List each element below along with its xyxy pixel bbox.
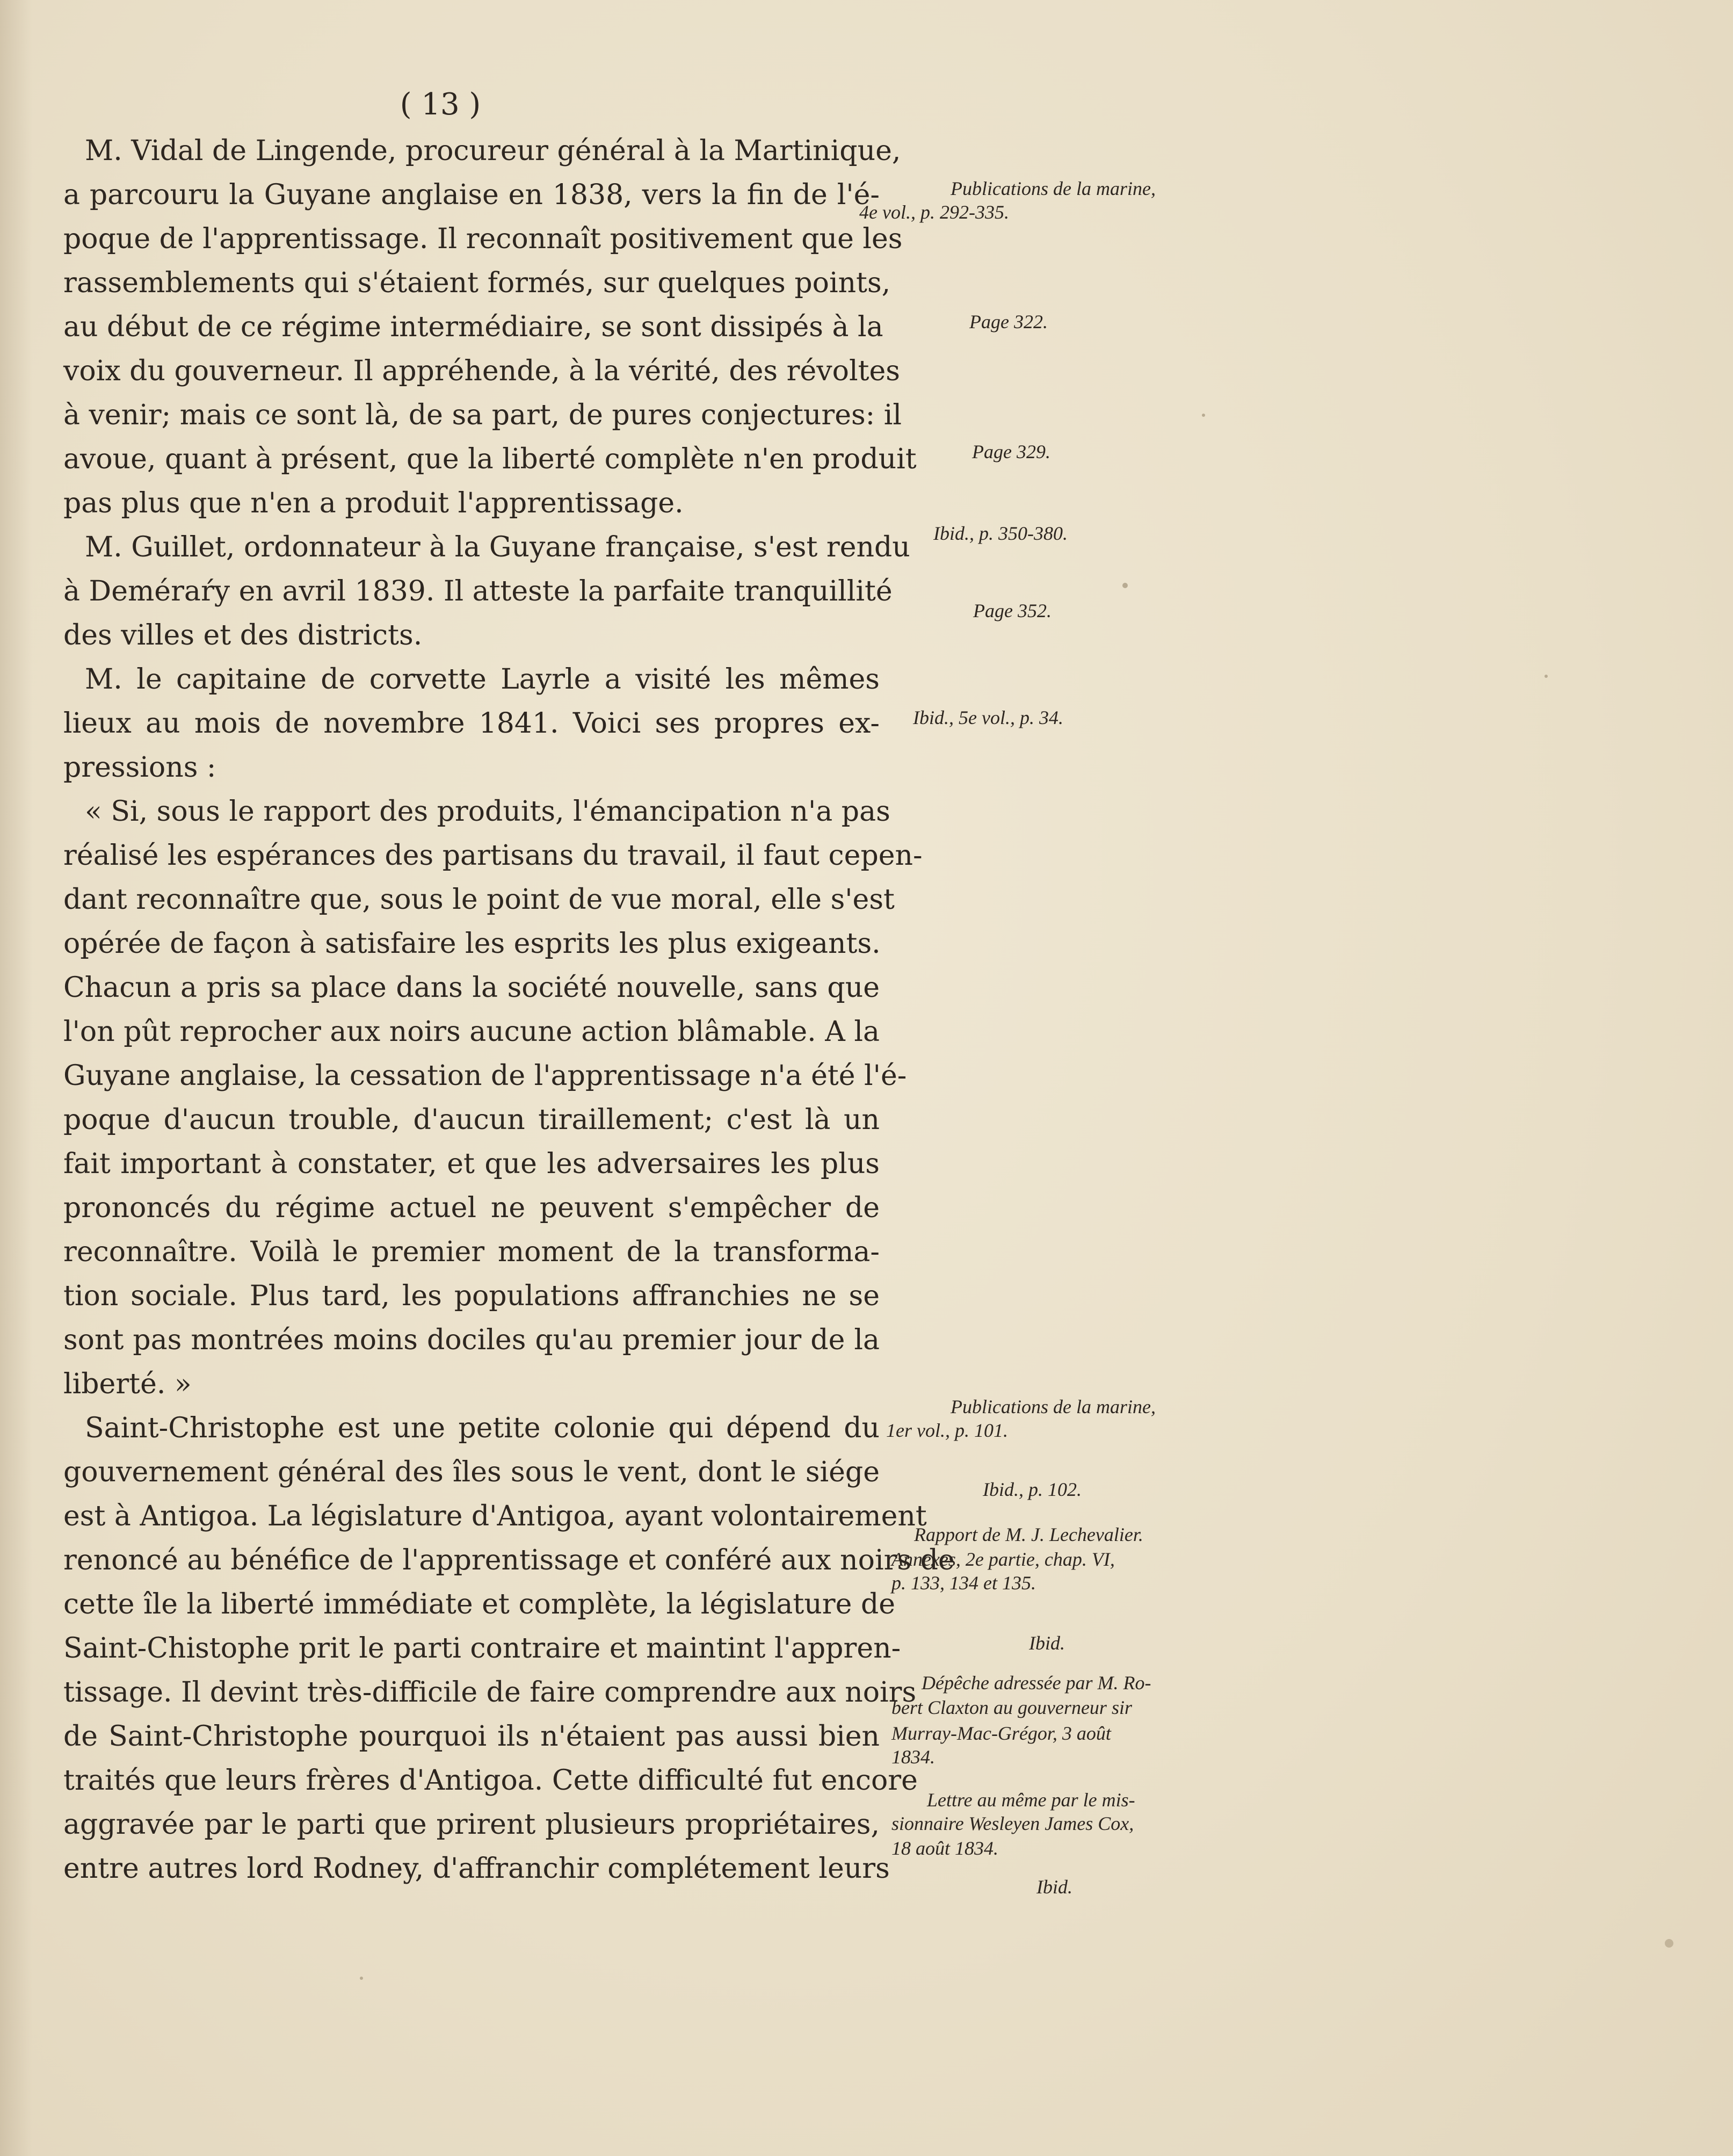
paper-speck (1122, 583, 1128, 588)
text-line: au début de ce régime intermédiaire, se sont dissipés à la (63, 311, 883, 343)
text-line: sont pas montrées moins dociles qu'au premier jour de la (63, 1324, 880, 1356)
text-line: Guyane anglaise, la cessation de l'apprentissage n'a été l'é- (63, 1060, 907, 1092)
text-line: traités que leurs frères d'Antigoa. Cette difficulté fut encore (63, 1764, 918, 1797)
text-line: pas plus que n'en a produit l'apprentissage. (63, 487, 684, 519)
text-line: opérée de façon à satisfaire les esprits les plus exigeants. (63, 928, 881, 960)
text-line: tion sociale. Plus tard, les populations affranchies ne se (63, 1280, 880, 1312)
paper-speck (1665, 1939, 1673, 1948)
text-line: « Si, sous le rapport des produits, l'émancipation n'a pas (85, 795, 890, 828)
text-line: Chacun a pris sa place dans la société nouvelle, sans que (63, 972, 880, 1004)
text-line: des villes et des districts. (63, 619, 423, 652)
margin-note: Page 322. (969, 311, 1048, 332)
text-line: cette île la liberté immédiate et complète, la législature de (63, 1588, 896, 1620)
text-line: réalisé les espérances des partisans du travail, il faut cepen- (63, 840, 923, 872)
text-line: prononcés du régime actuel ne peuvent s'empêcher de (63, 1192, 880, 1224)
margin-note: Lettre au même par le mis- (927, 1789, 1135, 1811)
text-line: M. Vidal de Lingende, procureur général à la Martinique, (85, 135, 901, 167)
text-line: l'on pût reprocher aux noirs aucune action blâmable. A la (63, 1016, 880, 1048)
text-line: liberté. » (63, 1368, 192, 1400)
text-line: Saint-Chistophe prit le parti contraire et maintint l'appren- (63, 1632, 901, 1665)
text-line: rassemblements qui s'étaient formés, sur quelques points, (63, 267, 891, 299)
margin-note: Ibid., p. 102. (983, 1479, 1082, 1500)
paper-speck (360, 1977, 363, 1980)
text-line: M. le capitaine de corvette Layrle a visité les mêmes (85, 663, 880, 696)
text-line: dant reconnaître que, sous le point de vue moral, elle s'est (63, 884, 895, 916)
margin-note: Rapport de M. J. Lechevalier. (914, 1524, 1143, 1545)
margin-note: Page 329. (972, 441, 1050, 462)
margin-note: 18 août 1834. (891, 1837, 999, 1859)
text-line: Saint-Christophe est une petite colonie qui dépend du (85, 1412, 880, 1444)
text-line: M. Guillet, ordonnateur à la Guyane française, s'est rendu (85, 531, 910, 563)
text-line: lieux au mois de novembre 1841. Voici ses propres ex- (63, 707, 880, 740)
text-line: à venir; mais ce sont là, de sa part, de pures conjectures: il (63, 399, 902, 431)
text-line: poque d'aucun trouble, d'aucun tiraillement; c'est là un (63, 1104, 880, 1136)
text-line: avoue, quant à présent, que la liberté complète n'en produit (63, 443, 917, 475)
paper-speck (1202, 414, 1205, 417)
text-line: fait important à constater, et que les adversaires les plus (63, 1148, 880, 1180)
page-edge-shadow (0, 0, 32, 2156)
text-line: pressions : (63, 751, 216, 784)
margin-note: Page 352. (973, 600, 1052, 621)
text-line: a parcouru la Guyane anglaise en 1838, vers la fin de l'é- (63, 179, 880, 211)
margin-note: sionnaire Wesleyen James Cox, (891, 1813, 1134, 1834)
text-line: de Saint-Christophe pourquoi ils n'étaient pas aussi bien (63, 1720, 880, 1753)
margin-note: Publications de la marine, (951, 178, 1156, 199)
paper-speck (1545, 675, 1548, 678)
margin-note: 4e vol., p. 292-335. (859, 201, 1009, 223)
text-line: voix du gouverneur. Il appréhende, à la vérité, des révoltes (63, 355, 900, 387)
text-line: renoncé au bénéfice de l'apprentissage et conféré aux noirs de (63, 1544, 955, 1576)
margin-note: 1834. (891, 1746, 935, 1768)
text-line: reconnaître. Voilà le premier moment de la transforma- (63, 1236, 880, 1268)
margin-note: Dépêche adressée par M. Ro- (922, 1672, 1151, 1694)
text-line: poque de l'apprentissage. Il reconnaît positivement que les (63, 223, 903, 255)
margin-note: p. 133, 134 et 135. (891, 1572, 1036, 1594)
margin-note: Ibid., 5e vol., p. 34. (913, 707, 1063, 728)
margin-note: Ibid., p. 350-380. (933, 523, 1068, 544)
margin-note: 1er vol., p. 101. (886, 1420, 1008, 1441)
margin-note: Ibid. (1036, 1876, 1072, 1898)
text-line: gouvernement général des îles sous le vent, dont le siége (63, 1456, 880, 1488)
margin-note: Ibid. (1029, 1632, 1065, 1654)
text-line: à Deméraŕy en avril 1839. Il atteste la parfaite tranquillité (63, 575, 893, 607)
text-line: tissage. Il devint très-difficile de faire comprendre aux noirs (63, 1676, 917, 1709)
margin-note: bert Claxton au gouverneur sir (891, 1697, 1132, 1718)
page-number: ( 13 ) (400, 87, 481, 122)
margin-note: Publications de la marine, (951, 1396, 1156, 1417)
margin-note: Annexes, 2e partie, chap. VI, (891, 1549, 1115, 1570)
text-line: entre autres lord Rodney, d'affranchir complétement leurs (63, 1853, 890, 1885)
text-line: est à Antigoa. La législature d'Antigoa, ayant volontairement (63, 1500, 927, 1532)
margin-note: Murray-Mac-Grégor, 3 août (891, 1723, 1111, 1744)
text-line: aggravée par le parti que prirent plusieurs propriétaires, (63, 1808, 880, 1841)
